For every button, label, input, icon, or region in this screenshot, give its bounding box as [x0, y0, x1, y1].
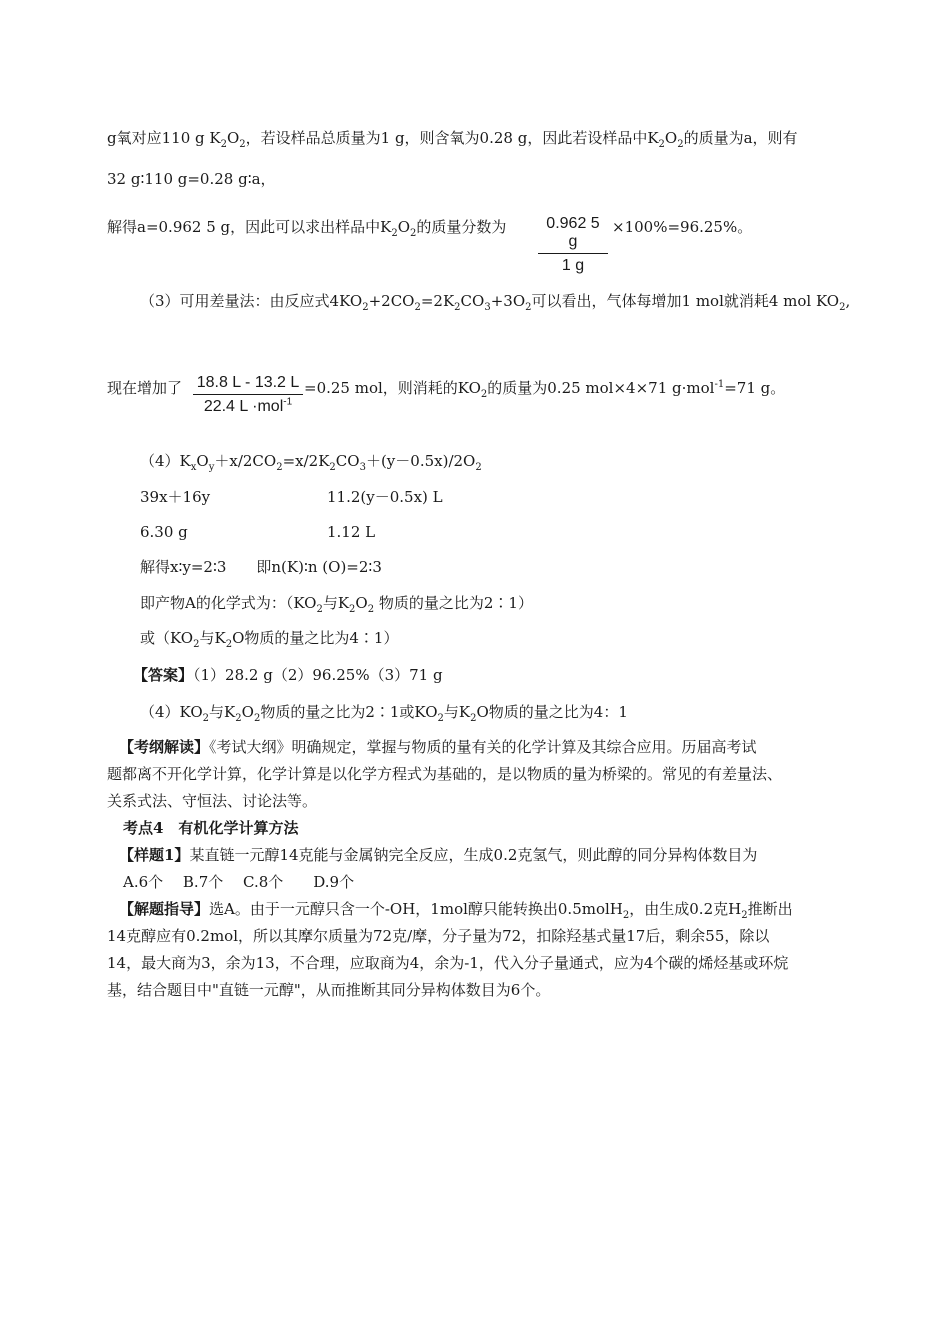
text-line-6: $(4)K_xO_y+x/2CO_2=x/2K_2CO_3+(y-0.5x)/2O_2$ — [140, 452, 482, 473]
answer-text: （1）28.2 g（2）96.25%（3）71 g — [193, 666, 443, 684]
fraction-numerator: 0.962 5 g — [538, 215, 608, 254]
text-line-5-tail: =0.25 mol，则消耗的$KO_2$的质量为0.25 mol×4×71 g·mol$^{-1}$=71 g。 — [304, 379, 786, 400]
answer-label: 【答案】 — [133, 666, 194, 684]
example-options: A.6个 B.7个 C.8个 D.9个 — [123, 873, 355, 891]
text-line-7-right: 11.2(y－0.5x) L — [327, 488, 443, 506]
text-line-13: $(4)KO_2$与$K_2O_2$物质的量之比为2∶1或$KO_2$与$K_2O$物质的量之比为4：1 — [140, 703, 628, 724]
example-label: 【样题1】 — [119, 846, 190, 864]
text-line-2: 32 g∶110 g=0.28 g∶a， — [107, 170, 276, 188]
answer-line — [133, 665, 443, 685]
guide-line-2: 14克醇应有0.2mol，所以其摩尔质量为72克/摩，分子量为72，扣除羟基式量17后，剩余55，除以 — [107, 927, 770, 945]
text-line-3: 解得a=0.962 5 g，因此可以求出样品中$K_2O_2$的质量分数为 — [107, 218, 507, 239]
text-line-10: 即产物A的化学式为：（$KO_2$与$K_2O_2$ 物质的量之比为2∶1） — [140, 594, 533, 615]
text-line-11: 或（$KO_2$与$K_2O$物质的量之比为4∶1） — [140, 629, 399, 650]
fraction-volume-diff — [193, 374, 303, 416]
text-line-5: 现在增加了 — [107, 379, 183, 397]
fraction-numerator: 18.8 L - 13.2 L — [193, 374, 303, 395]
text-line-3-tail: ×100%=96.25%。 — [612, 218, 753, 236]
text-line-1: g氧对应110 g $K_2O_2$，若设样品总质量为1 g，则含氧为0.28 g，因此若设样品中$K_2O_2$的质量为a，则有 — [107, 129, 798, 150]
kaogang-line-3: 关系式法、守恒法、讨论法等。 — [107, 792, 318, 810]
text-line-4: （3）可用差量法：由反应式$4KO_2+2CO_2=2K_2CO_3+3O_2$可以看出，气体每增加1 mol就消耗4 mol $KO_2$, — [140, 292, 851, 313]
fraction-denominator: 1 g — [561, 257, 585, 274]
text-line-7-left: 39x＋16y — [140, 488, 211, 506]
guide-line-3: 14，最大商为3，余为13，不合理，应取商为4，余为-1，代入分子量通式，应为4个碳的烯烃基或环烷 — [107, 954, 789, 972]
guide-line-1: 【解题指导】选A。由于一元醇只含一个-OH，1mol醇只能转换出0.5molH$_2$，由生成0.2克$H_2$推断出 — [119, 900, 793, 921]
text-line-8-right: 1.12 L — [327, 523, 376, 541]
kaogang-line-1: 【考纲解读】《考试大纲》明确规定，掌握与物质的量有关的化学计算及其综合应用。历届高考试 — [119, 738, 757, 756]
kaogang-label: 【考纲解读】 — [119, 738, 210, 756]
example-line: 【样题1】某直链一元醇14克能与金属钠完全反应，生成0.2克氢气，则此醇的同分异构体数目为 — [119, 846, 758, 864]
fraction-denominator: 22.4 L ·mol$^{-1}$ — [203, 396, 293, 415]
section-title: 考点4 有机化学计算方法 — [123, 819, 299, 837]
kaogang-line-2: 题都离不开化学计算，化学计算是以化学方程式为基础的，是以物质的量为桥梁的。常见的有差量法、 — [107, 765, 783, 783]
guide-label: 【解题指导】 — [119, 900, 210, 918]
fraction-mass-ratio — [538, 215, 608, 275]
text-line-9: 解得x∶y=2∶3 即n(K)∶n (O)=2∶3 — [140, 558, 382, 576]
guide-line-4: 基，结合题目中"直链一元醇"，从而推断其同分异构体数目为6个。 — [107, 981, 551, 999]
text-line-8-left: 6.30 g — [140, 523, 188, 541]
